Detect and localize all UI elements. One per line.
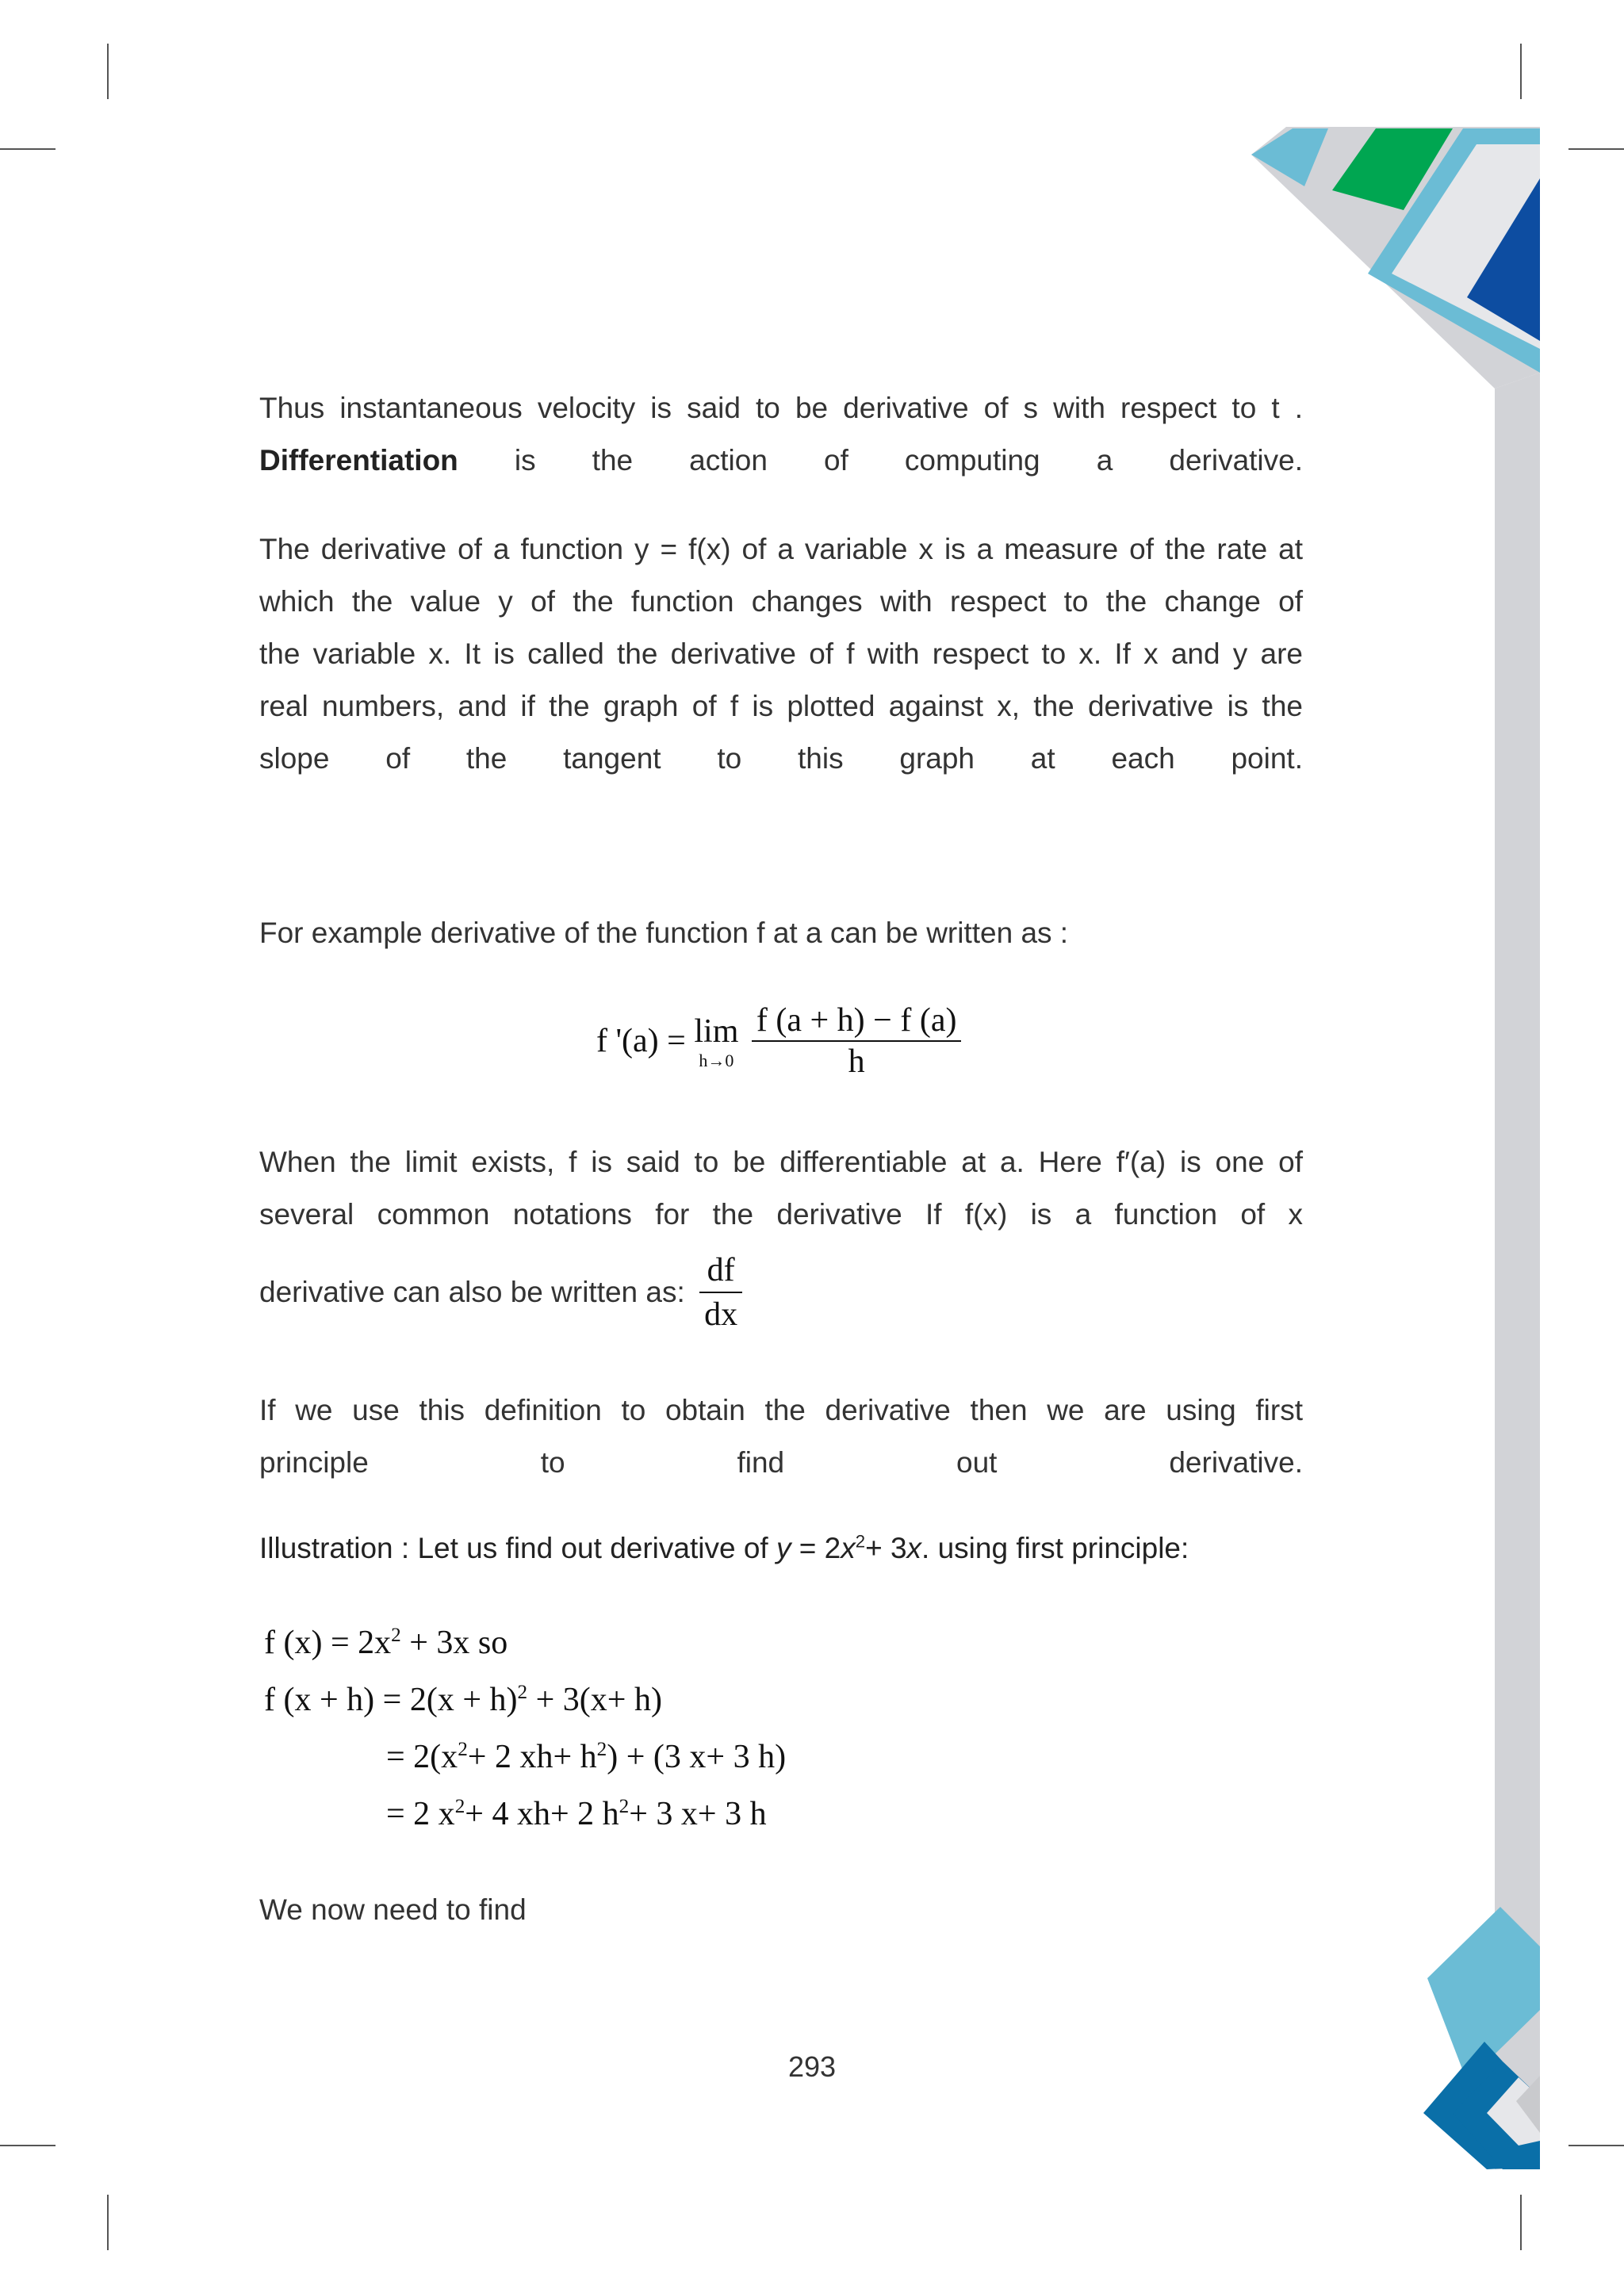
fraction-numerator: df bbox=[707, 1252, 735, 1288]
example-intro-text: For example derivative of the function f at a can be written as : bbox=[259, 917, 1069, 949]
paragraph-line: principle to find out derivative. bbox=[259, 1446, 1303, 1479]
notation-paragraph bbox=[259, 1136, 1303, 1241]
paragraph-line: several common notations for the derivative If f(x) is a function of x bbox=[259, 1198, 1303, 1231]
lim-subscript: h→0 bbox=[699, 1051, 734, 1070]
differentiation-term: Differentiation bbox=[259, 444, 458, 477]
intro-paragraph bbox=[259, 382, 1303, 487]
paragraph-line: If we use this definition to obtain the derivative then we are using first bbox=[259, 1394, 1303, 1426]
illustration-line bbox=[259, 1522, 1189, 1575]
step-text: ) + (3 x+ 3 h) bbox=[607, 1739, 787, 1775]
step-3 bbox=[386, 1733, 786, 1781]
fraction-numerator: f (a + h) − f (a) bbox=[756, 1002, 957, 1039]
notation-line-dfdx bbox=[259, 1249, 742, 1336]
fraction-denominator: h bbox=[752, 1040, 962, 1081]
exponent: 2 bbox=[855, 1531, 866, 1552]
first-principle-paragraph bbox=[259, 1384, 1303, 1489]
page-number: 293 bbox=[787, 2050, 837, 2083]
step-text: + 3x so bbox=[400, 1625, 508, 1661]
limit-formula bbox=[596, 1001, 961, 1081]
lim-text: lim bbox=[694, 1013, 739, 1050]
example-intro bbox=[259, 907, 1303, 959]
step-1 bbox=[264, 1619, 508, 1667]
lim-operator bbox=[694, 1012, 738, 1070]
closing-line: We now need to find bbox=[259, 1893, 527, 1926]
var-x: x bbox=[906, 1532, 922, 1564]
intro-line-definition bbox=[259, 434, 1303, 487]
illustration-suffix: . using first principle: bbox=[921, 1532, 1189, 1564]
plus-text: + 3 bbox=[865, 1532, 907, 1564]
definition-text: is the action of computing a derivative. bbox=[458, 444, 1303, 477]
step-text: = 2(x bbox=[386, 1739, 458, 1775]
paragraph-line: the variable x. It is called the derivative of f with respect to x. If x and y are bbox=[259, 637, 1303, 670]
step-text: + 3(x+ h) bbox=[527, 1682, 662, 1718]
step-text: + 4 xh+ 2 h bbox=[465, 1796, 619, 1832]
exponent: 2 bbox=[619, 1796, 630, 1817]
step-text: f (x) = 2x bbox=[264, 1625, 392, 1661]
var-y: y bbox=[776, 1532, 791, 1564]
intro-line: Thus instantaneous velocity is said to be derivative of s with respect to t . bbox=[259, 392, 1303, 424]
exponent: 2 bbox=[517, 1682, 528, 1703]
paragraph-line: slope of the tangent to this graph at each point. bbox=[259, 742, 1303, 775]
exponent: 2 bbox=[596, 1739, 607, 1760]
illustration-prefix: Illustration : Let us find out derivative of bbox=[259, 1532, 776, 1564]
paragraph-line: When the limit exists, f is said to be differentiable at a. Here f′(a) is one of bbox=[259, 1146, 1303, 1178]
difference-quotient bbox=[752, 1001, 962, 1081]
fraction-denominator: dx bbox=[699, 1292, 742, 1336]
derivative-definition-paragraph bbox=[259, 523, 1303, 785]
step-4 bbox=[386, 1790, 767, 1838]
paragraph-line: The derivative of a function y = f(x) of a variable x is a measure of the rate at bbox=[259, 533, 1303, 565]
paragraph-line: which the value y of the function changes with respect to the change of bbox=[259, 585, 1303, 618]
notation-text: derivative can also be written as: bbox=[259, 1276, 685, 1308]
exponent: 2 bbox=[458, 1739, 468, 1760]
step-text: = 2 x bbox=[386, 1796, 455, 1832]
exponent: 2 bbox=[454, 1796, 465, 1817]
step-2 bbox=[264, 1676, 662, 1724]
df-dx-fraction bbox=[699, 1249, 742, 1336]
step-text: + 3 x+ 3 h bbox=[629, 1796, 767, 1832]
paragraph-line: real numbers, and if the graph of f is plotted against x, the derivative is the bbox=[259, 690, 1303, 722]
formula-lhs: f '(a) = bbox=[596, 1023, 686, 1059]
equals-text: = 2 bbox=[791, 1532, 841, 1564]
step-text: f (x + h) = 2(x + h) bbox=[264, 1682, 518, 1718]
var-x: x bbox=[841, 1532, 856, 1564]
step-text: + 2 xh+ h bbox=[467, 1739, 597, 1775]
exponent: 2 bbox=[391, 1625, 401, 1646]
